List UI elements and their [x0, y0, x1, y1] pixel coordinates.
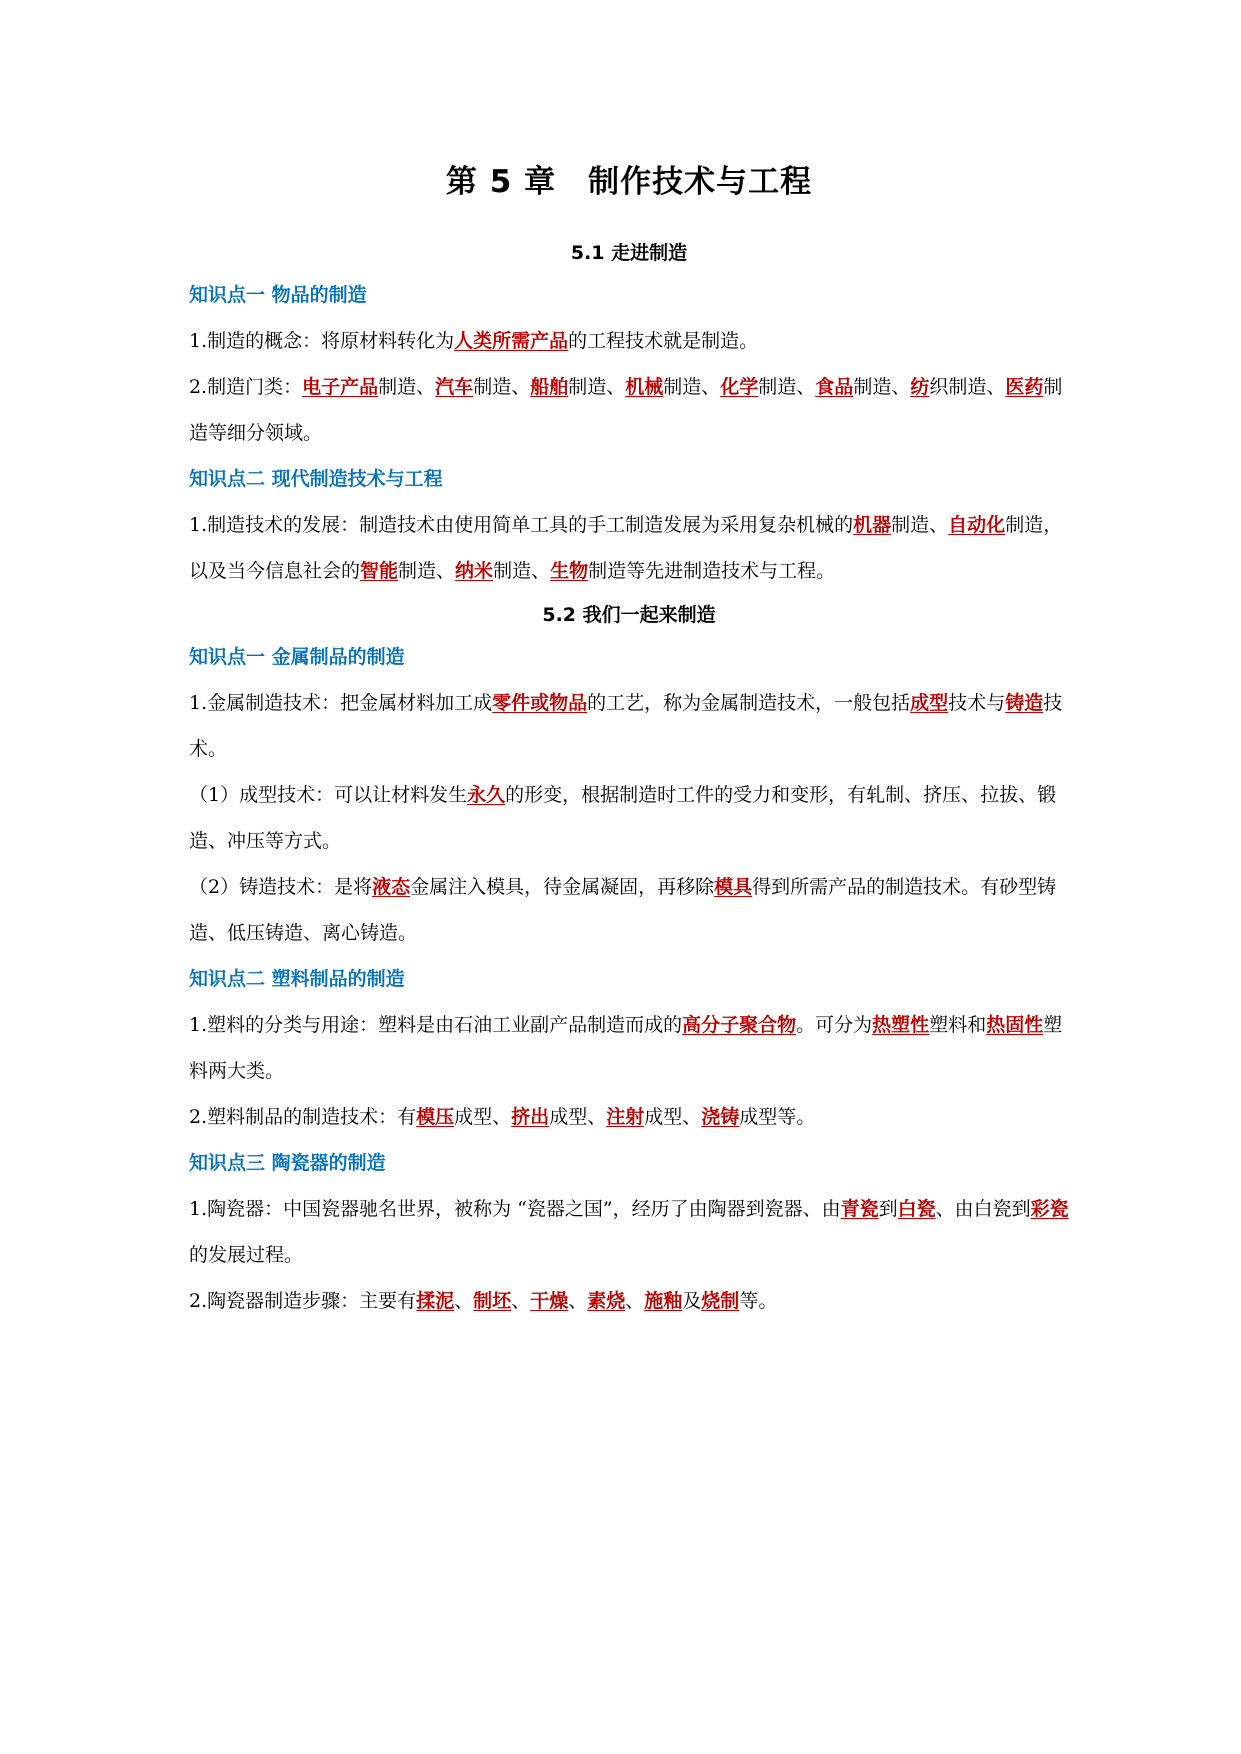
text-segment: 制造、 — [493, 560, 551, 582]
keyword: 浇铸 — [701, 1106, 740, 1128]
keyword: 食品 — [815, 376, 854, 398]
text-segment: （1）成型技术：可以让材料发生 — [189, 784, 468, 806]
section-title: 5.2 我们一起来制造 — [542, 604, 716, 626]
keyword: 零件或物品 — [492, 692, 588, 714]
keyword: 热固性 — [986, 1014, 1044, 1036]
text-segment: 及 — [682, 1290, 702, 1312]
paragraph — [189, 1094, 1069, 1140]
keyword: 彩瓷 — [1030, 1198, 1069, 1220]
chapter-title: 第 5 章 制作技术与工程 — [445, 164, 813, 200]
knowledge-point-heading: 知识点三 陶瓷器的制造 — [189, 1152, 386, 1174]
text-segment: 、 — [625, 1290, 645, 1312]
text-segment: 制造、 — [398, 560, 456, 582]
keyword: 青瓷 — [840, 1198, 879, 1220]
text-segment: 2.陶瓷器制造步骤：主要有 — [189, 1290, 417, 1312]
keyword: 施釉 — [644, 1290, 683, 1312]
text-segment: 2.塑料制品的制造技术：有 — [189, 1106, 417, 1128]
text-segment: 成型、 — [644, 1106, 702, 1128]
text-segment: 的工艺，称为金属制造技术，一般包括 — [587, 692, 911, 714]
text-segment: 、 — [568, 1290, 588, 1312]
keyword: 永久 — [467, 784, 506, 806]
paragraph — [189, 1278, 1069, 1324]
section-title: 5.1 走进制造 — [570, 242, 688, 264]
text-segment: 、 — [454, 1290, 474, 1312]
paragraph — [189, 772, 1069, 864]
paragraph — [189, 502, 1069, 594]
knowledge-point-heading: 知识点一 金属制品的制造 — [189, 646, 405, 668]
paragraph — [189, 318, 1069, 364]
keyword: 纳米 — [455, 560, 494, 582]
text-segment: 塑料两大类。 — [189, 1014, 1063, 1082]
text-segment: 1.制造技术的发展：制造技术由使用简单工具的手工制造发展为采用复杂机械的 — [189, 514, 854, 536]
text-segment: 制造等细分领域。 — [189, 376, 1063, 444]
keyword: 素烧 — [587, 1290, 626, 1312]
keyword: 化学 — [720, 376, 759, 398]
knowledge-point-heading: 知识点二 现代制造技术与工程 — [189, 468, 443, 490]
keyword: 烧制 — [701, 1290, 740, 1312]
text-segment: 塑料和 — [929, 1014, 987, 1036]
paragraph — [189, 680, 1069, 772]
keyword: 模压 — [416, 1106, 455, 1128]
paragraph — [189, 1002, 1069, 1094]
keyword: 人类所需产品 — [454, 330, 569, 352]
text-segment: 成型、 — [454, 1106, 512, 1128]
keyword: 注射 — [606, 1106, 645, 1128]
text-segment: 得到所需产品的制造技术。有砂型铸造、低压铸造、离心铸造。 — [189, 876, 1057, 944]
text-segment: 的工程技术就是制造。 — [568, 330, 759, 352]
keyword: 热塑性 — [872, 1014, 930, 1036]
keyword: 铸造 — [1005, 692, 1044, 714]
text-segment: 织制造、 — [929, 376, 1006, 398]
keyword: 自动化 — [948, 514, 1006, 536]
keyword: 模具 — [714, 876, 753, 898]
keyword: 白瓷 — [897, 1198, 936, 1220]
keyword: 液态 — [372, 876, 411, 898]
text-segment: 成型等。 — [739, 1106, 816, 1128]
keyword: 智能 — [360, 560, 399, 582]
keyword: 干燥 — [530, 1290, 569, 1312]
text-segment: 金属注入模具，待金属凝固，再移除 — [410, 876, 715, 898]
text-segment: 1.塑料的分类与用途：塑料是由石油工业副产品制造而成的 — [189, 1014, 683, 1036]
text-segment: 、 — [511, 1290, 531, 1312]
text-segment: 制造等先进制造技术与工程。 — [588, 560, 836, 582]
keyword: 机械 — [625, 376, 664, 398]
text-segment: 1.陶瓷器：中国瓷器驰名世界，被称为 “瓷器之国”，经历了由陶器到瓷器、由 — [189, 1198, 841, 1220]
keyword: 成型 — [910, 692, 949, 714]
keyword: 机器 — [853, 514, 892, 536]
text-segment: 、由白瓷到 — [935, 1198, 1031, 1220]
keyword: 电子产品 — [302, 376, 379, 398]
keyword: 挤出 — [511, 1106, 550, 1128]
keyword: 制坯 — [473, 1290, 512, 1312]
document-content — [189, 160, 1069, 1324]
paragraph — [189, 1186, 1069, 1278]
text-segment: 2.制造门类： — [189, 376, 303, 398]
text-segment: 的发展过程。 — [189, 1244, 304, 1266]
text-segment: 制造、 — [853, 376, 911, 398]
text-segment: （2）铸造技术：是将 — [189, 876, 373, 898]
text-segment: 技术。 — [189, 692, 1063, 760]
text-segment: 制造，以及当今信息社会的 — [189, 514, 1063, 582]
keyword: 高分子聚合物 — [682, 1014, 797, 1036]
keyword: 纺 — [910, 376, 930, 398]
keyword: 生物 — [550, 560, 589, 582]
keyword: 医药 — [1005, 376, 1044, 398]
text-segment: 1.金属制造技术：把金属材料加工成 — [189, 692, 493, 714]
text-segment: 到 — [878, 1198, 898, 1220]
text-segment: 。可分为 — [796, 1014, 873, 1036]
text-segment: 制造、 — [891, 514, 949, 536]
text-segment: 成型、 — [549, 1106, 607, 1128]
text-segment: 制造、 — [663, 376, 721, 398]
text-segment: 制造、 — [378, 376, 436, 398]
knowledge-point-heading: 知识点二 塑料制品的制造 — [189, 968, 405, 990]
keyword: 船舶 — [530, 376, 569, 398]
text-segment: 制造、 — [758, 376, 816, 398]
paragraph — [189, 864, 1069, 956]
text-segment: 等。 — [739, 1290, 778, 1312]
text-segment: 的形变，根据制造时工件的受力和变形，有轧制、挤压、拉拔、锻造、冲压等方式。 — [189, 784, 1057, 852]
keyword: 揉泥 — [416, 1290, 455, 1312]
knowledge-point-heading: 知识点一 物品的制造 — [189, 284, 367, 306]
text-segment: 技术与 — [948, 692, 1006, 714]
paragraph — [189, 364, 1069, 456]
text-segment: 制造、 — [568, 376, 626, 398]
text-segment: 制造、 — [473, 376, 531, 398]
keyword: 汽车 — [435, 376, 474, 398]
text-segment: 1.制造的概念：将原材料转化为 — [189, 330, 455, 352]
